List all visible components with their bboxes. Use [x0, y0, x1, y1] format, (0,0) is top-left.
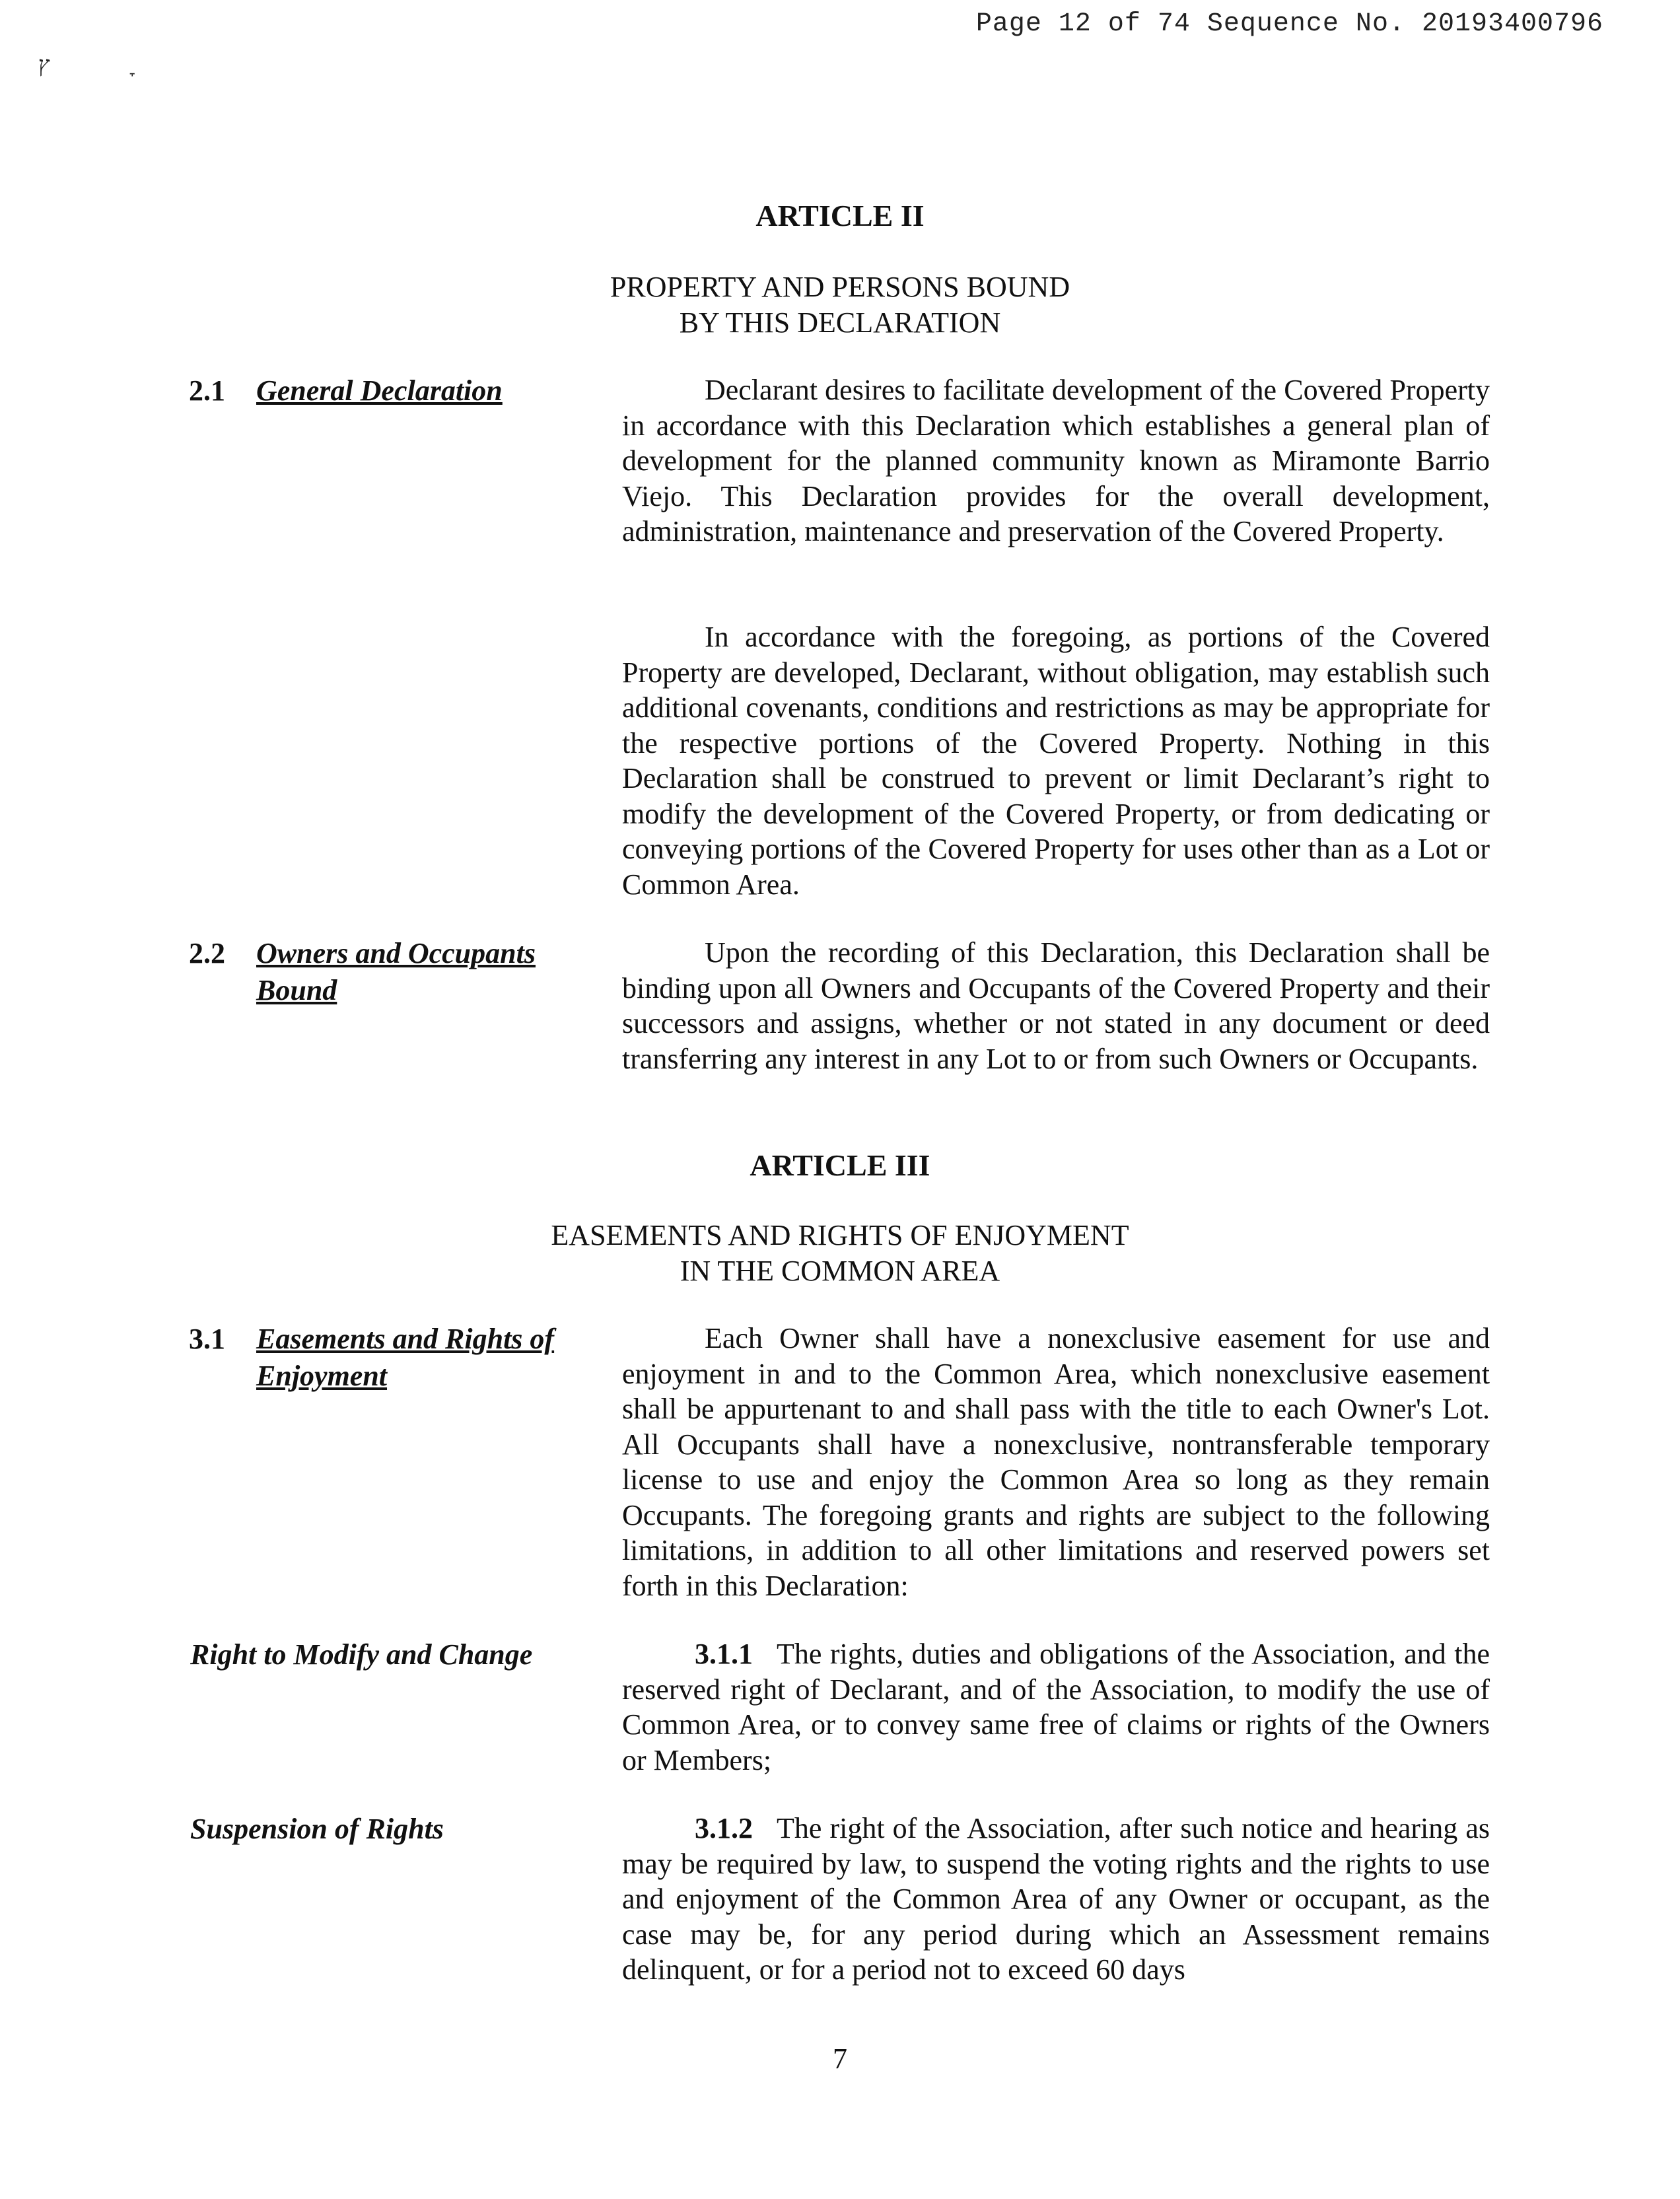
- section-2-1-paragraph-1: Declarant desires to facilitate development of the Covered Property in accordance with this Declaration which establishes a general plan of development for the planned community known as Miramonte Barrio Viejo. This Declaration provides for the overall development, administration, maintenance and preservation of the Covered Property.: [622, 374, 1490, 547]
- section-3-1-title: [256, 1321, 554, 1395]
- section-3-1-1-text: The rights, duties and obligations of the Association, and the reserved right of Declarant, and of the Association, to modify the use of Common Area, or to convey same free of claims or rights of the Owners or Members;: [622, 1638, 1490, 1776]
- section-2-2-paragraph: Upon the recording of this Declaration, this Declaration shall be binding upon all Owners and Occupants of the Covered Property and their successors and assigns, whether or not stated in any document or deed transferring any interest in any Lot to or from such Owners or Occupants.: [622, 936, 1490, 1075]
- page-number: 7: [833, 2042, 847, 2075]
- section-3-1-2-text: The right of the Association, after such notice and hearing as may be required by law, to suspend the voting rights and the rights to use and enjoyment of the Common Area of any Owner or occupant, as the case may be, for any period during which an Assessment remains delinquent, or for a period not to exceed 60 days: [622, 1812, 1490, 1986]
- section-3-1-2-side-title: Suspension of Rights: [190, 1813, 444, 1845]
- page-sequence-stamp: Page 12 of 74 Sequence No. 20193400796: [975, 9, 1603, 39]
- subtitle-line: PROPERTY AND PERSONS BOUND: [610, 271, 1070, 303]
- section-2-1-paragraph-2: In accordance with the foregoing, as portions of the Covered Property are developed, Declarant, without obligation, may establish such additional covenants, conditions and restrictions as may be appropriate for the respective portions of the Covered Property. Nothing in this Declaration shall be construed to prevent or limit Declarant’s right to modify the development of the Covered Property, or from dedicating or conveying portions of the Covered Property for uses other than as a Lot or Common Area.: [622, 621, 1490, 901]
- section-2-2-title: [256, 935, 536, 1009]
- section-2-1-title: General Declaration: [256, 374, 503, 407]
- section-title-line: Enjoyment: [256, 1360, 388, 1392]
- section-title-line: Owners and Occupants: [256, 937, 536, 969]
- section-3-1-number: 3.1: [189, 1323, 225, 1355]
- section-3-1-1-number: 3.1.1: [695, 1638, 753, 1670]
- subtitle-line: BY THIS DECLARATION: [679, 306, 1001, 339]
- subtitle-line: EASEMENTS AND RIGHTS OF ENJOYMENT: [551, 1219, 1129, 1251]
- section-3-1-2-paragraph: [622, 1811, 1490, 1988]
- section-3-1-2-number: 3.1.2: [695, 1812, 753, 1844]
- section-2-1-number: 2.1: [189, 374, 225, 407]
- article-3-subtitle: [0, 1218, 1680, 1289]
- scan-marks: [38, 53, 214, 78]
- section-title-line: Bound: [256, 974, 337, 1006]
- section-3-1-1-paragraph: [622, 1636, 1490, 1778]
- section-2-2-number: 2.2: [189, 937, 225, 969]
- section-3-1-1-side-title: Right to Modify and Change: [190, 1638, 533, 1671]
- subtitle-line: IN THE COMMON AREA: [680, 1255, 1000, 1287]
- section-3-1-paragraph: Each Owner shall have a nonexclusive easement for use and enjoyment in and to the Common Area, which nonexclusive easement shall be appurtenant to and shall pass with the title to each Owner's Lot. All Occupants shall have a nonexclusive, nontransferable temporary license to use and enjoy the Common Area so long as they remain Occupants. The foregoing grants and rights are subject to the following limitations, in addition to all other limitations and reserved powers set forth in this Declaration:: [622, 1322, 1490, 1602]
- scan-mark: ץ: [38, 53, 50, 77]
- article-3-title: ARTICLE III: [750, 1148, 930, 1182]
- section-title-line: Easements and Rights of: [256, 1323, 555, 1355]
- article-2-subtitle: [0, 269, 1680, 341]
- article-2-title: ARTICLE II: [755, 199, 925, 232]
